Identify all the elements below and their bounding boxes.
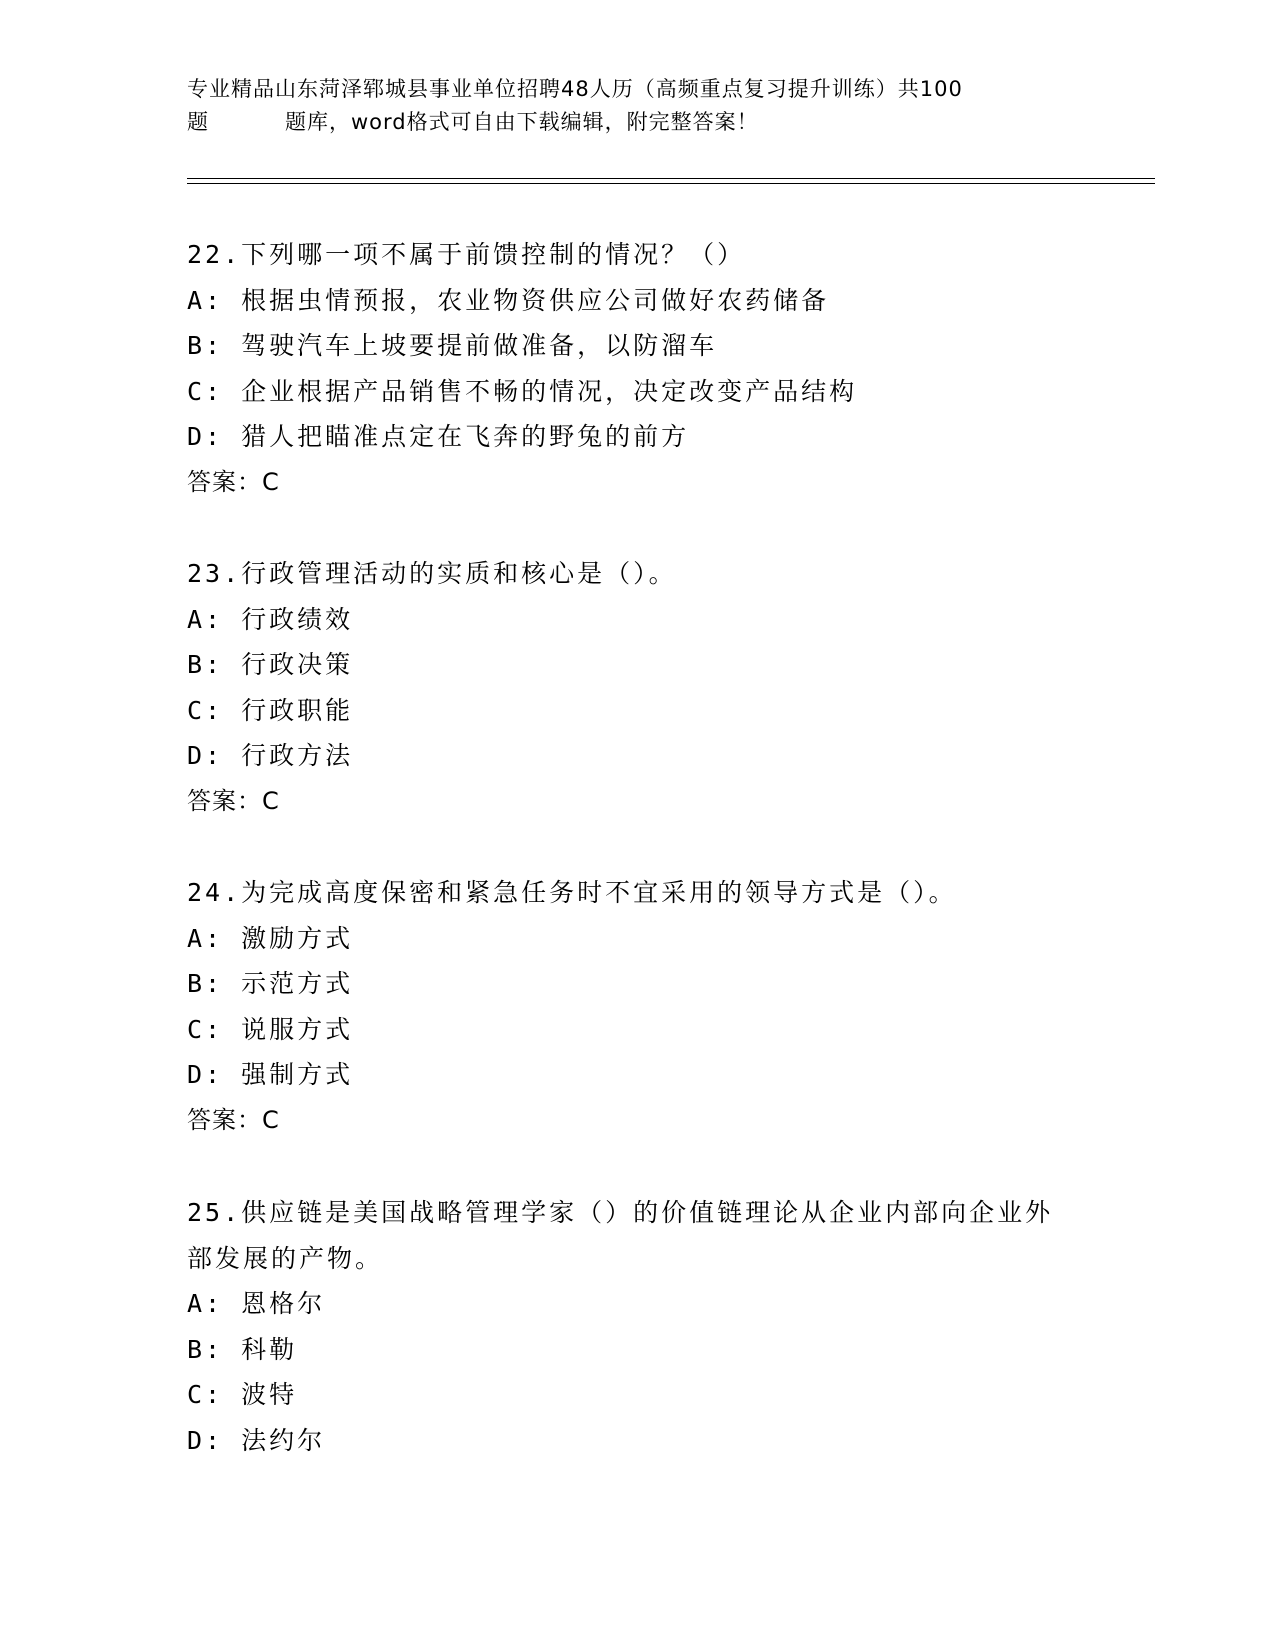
option-a: A: 激励方式 — [187, 923, 354, 953]
option-b: B: 驾驶汽车上坡要提前做准备，以防溜车 — [187, 331, 718, 360]
answer: 答案：C — [187, 786, 280, 815]
header-divider-top — [187, 178, 1155, 179]
question-24 — [187, 870, 1087, 1143]
option-d: D: 法约尔 — [187, 1425, 326, 1455]
option-a: A: 根据虫情预报，农业物资供应公司做好农药储备 — [187, 285, 830, 315]
option-c: C: 波特 — [187, 1380, 298, 1409]
option-b: B: 示范方式 — [187, 969, 354, 998]
question-23 — [187, 551, 1087, 824]
option-d: D: 行政方法 — [187, 741, 354, 770]
option-c: C: 说服方式 — [187, 1014, 354, 1044]
question-stem-line2: 部发展的产物。 — [187, 1243, 384, 1273]
option-b: B: 行政决策 — [187, 650, 354, 679]
answer: 答案：C — [187, 467, 280, 496]
option-d: D: 强制方式 — [187, 1060, 354, 1089]
option-c: C: 企业根据产品销售不畅的情况，决定改变产品结构 — [187, 376, 858, 406]
answer: 答案：C — [187, 1105, 280, 1134]
question-22 — [187, 232, 1087, 505]
header-title-line2-start: 题 — [187, 110, 209, 134]
option-b: B: 科勒 — [187, 1334, 298, 1364]
option-a: A: 恩格尔 — [187, 1289, 326, 1318]
option-c: C: 行政职能 — [187, 695, 354, 725]
question-25 — [187, 1190, 1087, 1463]
question-stem-line1: 25.供应链是美国战略管理学家（）的价值链理论从企业内部向企业外 — [187, 1198, 1054, 1227]
header-title-line1: 专业精品山东菏泽郓城县事业单位招聘48人历（高频重点复习提升训练）共100 — [187, 77, 963, 101]
question-stem: 22.下列哪一项不属于前馈控制的情况？（） — [187, 240, 746, 269]
option-a: A: 行政绩效 — [187, 604, 354, 634]
question-stem: 23.行政管理活动的实质和核心是（）。 — [187, 559, 677, 588]
header-title-line2-end: 题库，word格式可自由下载编辑，附完整答案！ — [285, 110, 759, 134]
header-divider-bottom — [187, 183, 1155, 184]
header-title-line2 — [187, 106, 1087, 139]
question-stem: 24.为完成高度保密和紧急任务时不宜采用的领导方式是（）。 — [187, 878, 957, 907]
option-d: D: 猎人把瞄准点定在飞奔的野兔的前方 — [187, 422, 690, 451]
document-header — [187, 73, 1087, 139]
